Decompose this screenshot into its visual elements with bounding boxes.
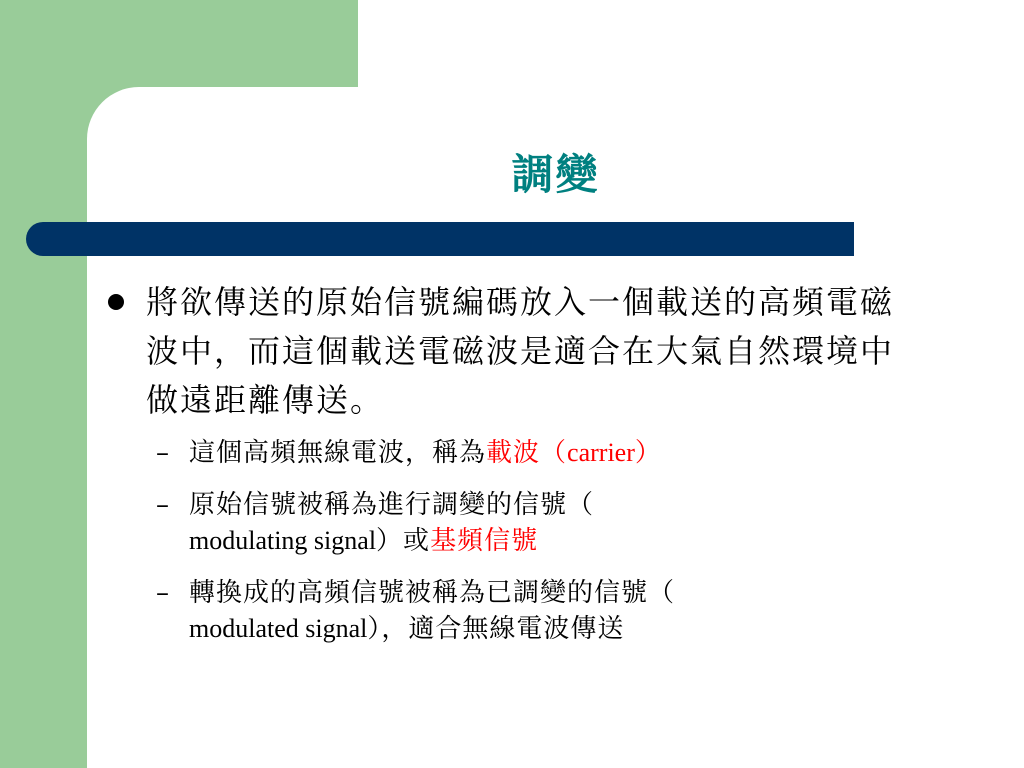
sub2-highlight: 基頻信號 — [430, 526, 539, 556]
bullet-dot-icon — [108, 294, 124, 310]
slide-content — [104, 278, 924, 663]
sub2-after: ）或 — [376, 526, 431, 556]
dash-icon: – — [156, 490, 170, 520]
sub3-after: ），適合無線電波傳送 — [367, 614, 625, 644]
sub1-paren-open: （ — [540, 438, 568, 468]
dash-icon: – — [156, 578, 170, 608]
sub1-text: 這個高頻無線電波，稱為 — [189, 438, 487, 468]
sub3-latin: modulated signal — [189, 614, 368, 643]
sub1-highlight: 載波 — [486, 438, 541, 468]
sub3-text: 轉換成的高頻信號被稱為已調變的信號（ — [189, 578, 676, 608]
main-bullet-text: 將欲傳送的原始信號編碼放入一個載送的高頻電磁波中，而這個載送電磁波是適合在大氣自然環境中做遠距離傳送。 — [146, 283, 895, 419]
sub1-paren-close: ） — [634, 438, 662, 468]
sub-bullet-carrier — [104, 435, 924, 471]
sub-bullet-modulating — [104, 487, 924, 559]
title-underline-bar — [26, 222, 854, 256]
slide-title: 調變 — [511, 150, 600, 199]
sub-bullet-modulated — [104, 575, 924, 647]
sub1-latin: carrier — [567, 438, 635, 467]
main-bullet — [104, 278, 924, 425]
sub-bullet-list — [104, 435, 924, 647]
dash-icon: – — [156, 438, 170, 468]
sub2-text: 原始信號被稱為進行調變的信號（ — [189, 490, 595, 520]
sub2-latin: modulating signal — [189, 526, 377, 555]
